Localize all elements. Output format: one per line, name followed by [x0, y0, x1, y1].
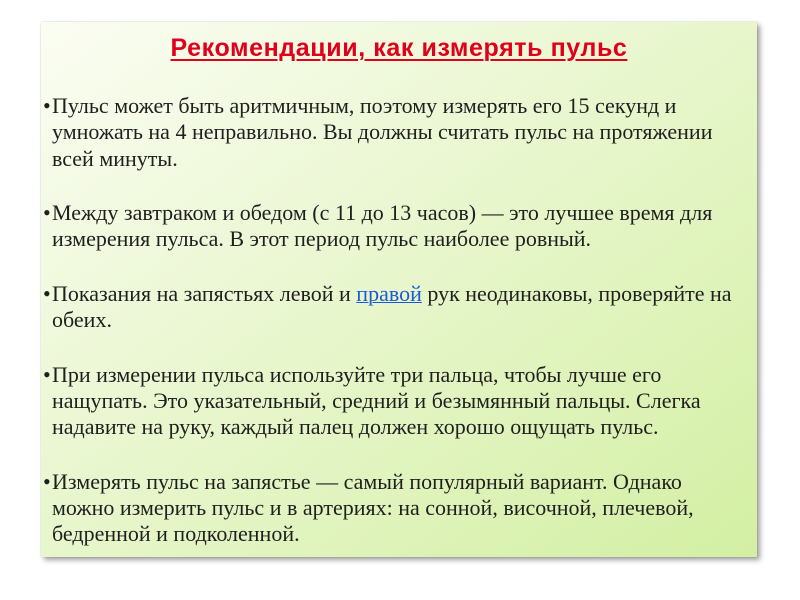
text-line: Измерять пульс на запястье — самый популярный вариант. Однако — [52, 468, 682, 494]
bullet-icon: • — [43, 468, 51, 494]
text-line: Между завтраком и обедом (с 11 до 13 часов) — это лучшее время для — [52, 200, 713, 226]
text-line — [52, 281, 757, 307]
text-segment: рук неодинаковы, проверяйте на — [427, 280, 732, 306]
text-line: Пульс может быть аритмичным, поэтому измерять его 15 секунд и — [52, 93, 677, 118]
list-item — [43, 361, 757, 441]
bullet-icon: • — [43, 200, 51, 226]
list-item — [43, 280, 757, 334]
bullet-icon: • — [43, 361, 51, 387]
text-segment: Показания на запястьях левой и — [52, 280, 351, 306]
bullet-icon: • — [43, 93, 51, 118]
text-line: обеих. — [52, 307, 112, 333]
list-item — [43, 468, 757, 548]
text-line: нащупать. Это указательный, средний и безымянный пальцы. Слегка — [52, 387, 701, 413]
list-item — [43, 200, 757, 253]
recommendation-list — [43, 93, 757, 548]
text-line: всей минуты. — [52, 145, 178, 171]
text-line: умножать на 4 неправильно. Вы должны считать пульс на протяжении — [52, 119, 713, 145]
text-line: При измерении пульса используйте три пальца, чтобы лучше его — [52, 361, 662, 387]
slide-title: Рекомендации, как измерять пульс — [170, 34, 628, 62]
content-panel — [41, 22, 757, 557]
text-line: надавите на руку, каждый палец должен хорошо ощущать пульс. — [52, 414, 659, 440]
list-item — [43, 93, 757, 172]
bullet-icon: • — [43, 280, 51, 306]
text-line: измерения пульса. В этот период пульс наиболее ровный. — [52, 226, 592, 252]
text-line: можно измерить пульс и в артериях: на сонной, височной, плечевой, — [52, 495, 694, 521]
right-hand-link[interactable]: правой — [356, 280, 422, 306]
text-line: бедренной и подколенной. — [52, 521, 300, 547]
